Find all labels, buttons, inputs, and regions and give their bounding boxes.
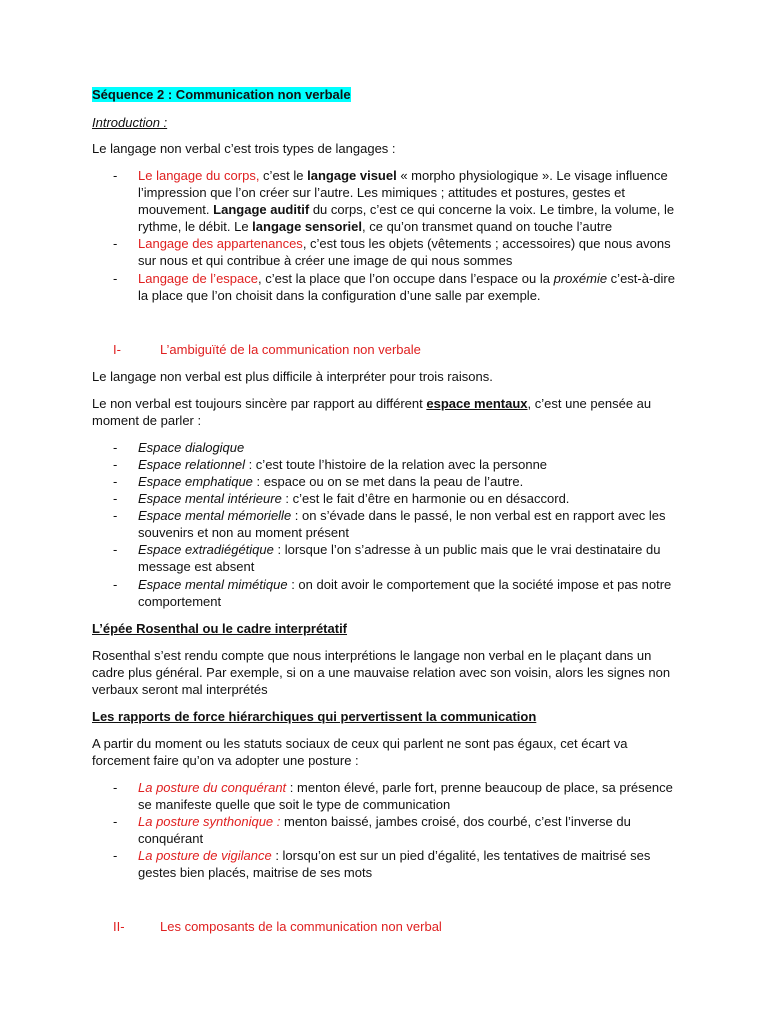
- list-item-continuation: la place que l’on choisit dans la configuration d’une salle par exemple.: [138, 288, 541, 303]
- list-bullet: -: [113, 474, 118, 489]
- intro-label: Introduction :: [92, 115, 168, 130]
- list-item: Langage de l’espace, c’est la place que l’on occupe dans l’espace ou la proxémie c’est-à-dire: [138, 271, 675, 286]
- list-item: Espace extradiégétique : lorsque l’on s’adresse à un public mais que le vrai destinataire du: [138, 542, 661, 557]
- list-bullet: -: [113, 542, 118, 557]
- list-bullet: -: [113, 508, 118, 523]
- paragraph-continuation: moment de parler :: [92, 413, 202, 428]
- list-item-continuation: mouvement. Langage auditif du corps, c’est ce qui concerne la voix. Le timbre, la volume, le: [138, 202, 675, 217]
- list-bullet: -: [113, 491, 118, 506]
- list-item-continuation: sur nous et qui contribue à créer une image de qui nous sommes: [138, 253, 513, 268]
- list-item-continuation: se manifeste quelle que soit le type de communication: [138, 797, 451, 812]
- list-item-continuation: comportement: [138, 594, 222, 609]
- list-item: Espace mental intérieure : c’est le fait d’être en harmonie ou en désaccord.: [138, 491, 570, 506]
- list-item: La posture de vigilance : lorsqu’on est sur un pied d’égalité, les tentatives de maitrisé ses: [138, 848, 651, 863]
- intro-sentence: Le langage non verbal c’est trois types de langages :: [92, 141, 396, 156]
- document-title: Séquence 2 : Communication non verbale: [92, 87, 351, 102]
- list-item: La posture synthonique : menton baissé, jambes croisé, dos courbé, c’est l’inverse du: [138, 814, 631, 829]
- list-item: Espace dialogique: [138, 440, 245, 455]
- list-item: Espace mental mimétique : on doit avoir le comportement que la société impose et pas notre: [138, 577, 672, 592]
- subheading: L’épée Rosenthal ou le cadre interprétatif: [92, 621, 348, 636]
- paragraph-line: verbaux seront mal interprétés: [92, 682, 268, 697]
- section-number: II-: [113, 919, 125, 934]
- list-item: Le langage du corps, c’est le langage visuel « morpho physiologique ». Le visage influence: [138, 168, 668, 183]
- paragraph-line: A partir du moment ou les statuts sociaux de ceux qui parlent ne sont pas égaux, cet écart va: [92, 736, 628, 751]
- list-item-continuation: gestes bien placés, maitrise de ses mots: [138, 865, 373, 880]
- list-bullet: -: [113, 168, 118, 183]
- paragraph-line: Rosenthal s’est rendu compte que nous interprétions le langage non verbal en le plaçant dans un: [92, 648, 652, 663]
- list-item: Espace relationnel : c’est toute l’histoire de la relation avec la personne: [138, 457, 548, 472]
- paragraph-line: forcement faire qu’on va adopter une posture :: [92, 753, 359, 768]
- list-bullet: -: [113, 236, 118, 251]
- subheading: Les rapports de force hiérarchiques qui pervertissent la communication: [92, 709, 537, 724]
- paragraph: Le langage non verbal est plus difficile à interpréter pour trois raisons.: [92, 369, 493, 384]
- list-item-continuation: rythme, le débit. Le langage sensoriel, ce qu’on transmet quand on touche l’autre: [138, 219, 613, 234]
- list-item-continuation: conquérant: [138, 831, 204, 846]
- list-bullet: -: [113, 271, 118, 286]
- list-bullet: -: [113, 848, 118, 863]
- paragraph: Le non verbal est toujours sincère par rapport au différent espace mentaux, c’est une pensée au: [92, 396, 652, 411]
- list-item: Langage des appartenances, c’est tous les objets (vêtements ; accessoires) que nous avons: [138, 236, 671, 251]
- list-bullet: -: [113, 457, 118, 472]
- list-item: La posture du conquérant : menton élevé, parle fort, prenne beaucoup de place, sa présence: [138, 780, 673, 795]
- list-bullet: -: [113, 780, 118, 795]
- list-item-continuation: souvenirs et non au moment présent: [138, 525, 350, 540]
- section-heading: Les composants de la communication non verbal: [160, 919, 442, 934]
- list-bullet: -: [113, 577, 118, 592]
- list-item-continuation: l’impression que l’on créer sur l’autre. Les mimiques ; attitudes et postures, gestes et: [138, 185, 626, 200]
- list-item: Espace mental mémorielle : on s’évade dans le passé, le non verbal est en rapport avec les: [138, 508, 666, 523]
- section-heading: L’ambiguïté de la communication non verbale: [160, 342, 421, 357]
- section-number: I-: [113, 342, 121, 357]
- list-item-continuation: message est absent: [138, 559, 255, 574]
- paragraph-line: cadre plus général. Par exemple, si on a une mauvaise relation avec son voisin, alors les signes non: [92, 665, 671, 680]
- list-bullet: -: [113, 814, 118, 829]
- list-bullet: -: [113, 440, 118, 455]
- list-item: Espace emphatique : espace ou on se met dans la peau de l’autre.: [138, 474, 524, 489]
